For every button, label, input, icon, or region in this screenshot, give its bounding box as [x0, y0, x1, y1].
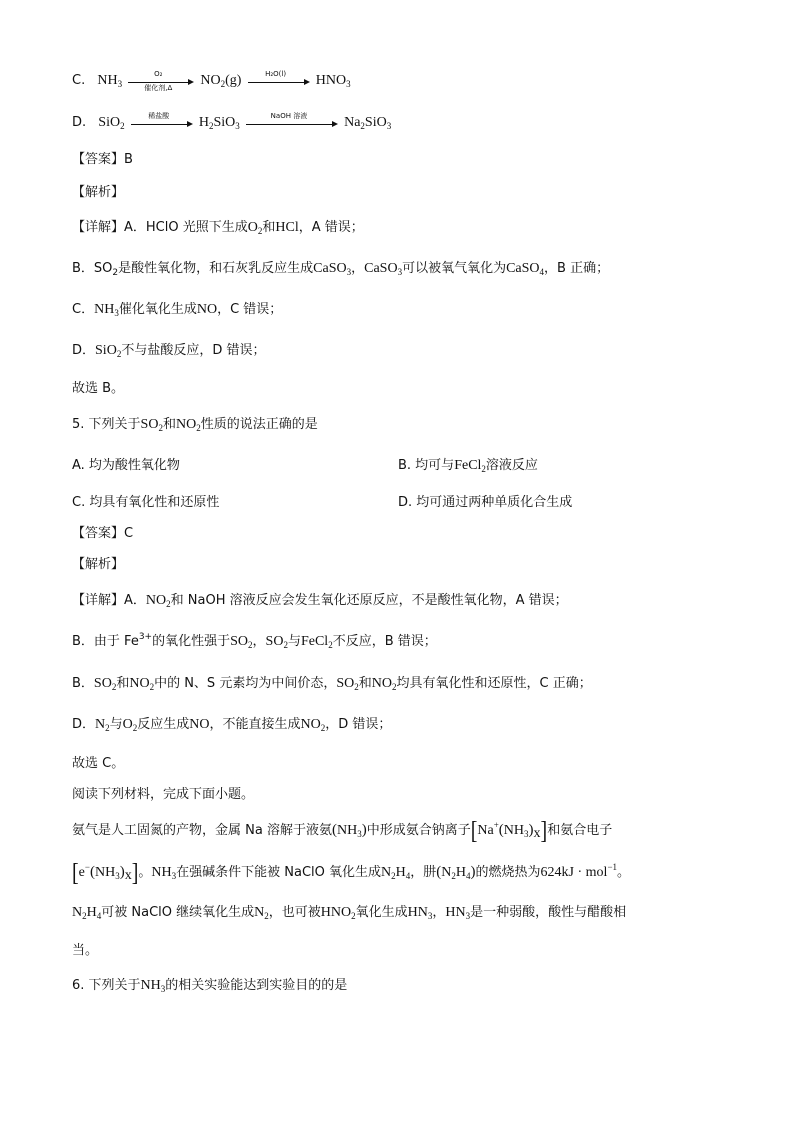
formula-reactant: $NH_3$: [97, 73, 123, 89]
option-c-reaction: [72, 71, 734, 91]
detail-line-c: C．$NH_3$催化氧化生成NO，C 错误；: [72, 302, 283, 318]
detail-line-c: B．$SO_2$和$NO_2$中的 N、S 元素均为中间价态，$SO_2$和$NO_2$均具有氧化性和还原性，C 正确；: [72, 676, 592, 692]
reaction-arrow-1: [128, 69, 194, 92]
reading-intro: 阅读下列材料，完成下面小题。: [72, 787, 255, 802]
answer-tag: 【答案】C: [72, 526, 134, 541]
question-5-options-row-2: [72, 493, 734, 513]
option-label: D.: [72, 115, 87, 130]
arrow-condition-below: 催化剂,Δ: [144, 83, 173, 92]
analysis-tag: 【解析】: [72, 557, 125, 572]
option-a[interactable]: A. 均为酸性氧化物: [72, 458, 180, 473]
question-5-stem: 5. 下列关于$SO_2$和$NO_2$性质的说法正确的是: [72, 417, 318, 433]
arrow-condition-above: H₂O(l): [265, 69, 287, 78]
detail-line-b: B．$SO_2$是酸性氧化物，和石灰乳反应生成CaSO$_3$，CaSO$_3$可以被氧气氧化为CaSO$_4$，B 正确；: [72, 261, 610, 278]
detail-line-a: 【详解】A．HClO 光照下生成$O_2$和HCl，A 错误；: [72, 220, 364, 236]
option-c[interactable]: C. 均具有氧化性和还原性: [72, 495, 220, 510]
arrow-condition-above: O₂: [154, 69, 163, 78]
formula-product-1: $H_2SiO_3$: [198, 115, 240, 131]
reading-paragraph-line-4: 当。: [72, 943, 99, 958]
reading-paragraph-line-2: $[e^-(NH_3)_x]$。$NH_3$在强碱条件下能被 NaClO 氧化生成$N_2H_4$，肼$(N_2H_4)$的燃烧热为624kJ · mol$^{-1}$。: [72, 858, 631, 887]
detail-line-d: D．SiO$_2$不与盐酸反应，D 错误；: [72, 343, 266, 359]
detail-line-d: D．$N_2$与$O_2$反应生成NO，不能直接生成$NO_2$，D 错误；: [72, 717, 392, 733]
analysis-tag: 【解析】: [72, 185, 125, 200]
reaction-arrow-2: [246, 111, 338, 130]
arrow-condition-above: NaOH 溶液: [270, 111, 308, 120]
reaction-arrow-2: [248, 69, 310, 88]
option-d-reaction: [72, 113, 734, 133]
arrow-condition-above: 稀盐酸: [148, 111, 170, 120]
formula-product-2: $HNO_3$: [315, 73, 351, 89]
formula-product-1: $NO_2(g)$: [200, 73, 242, 89]
option-d[interactable]: D. 均可通过两种单质化合生成: [398, 495, 573, 510]
formula-product-2: $Na_2SiO_3$: [344, 115, 392, 131]
formula-reactant: SiO$_2$: [98, 115, 125, 131]
option-label: C.: [72, 73, 86, 88]
question-6-stem: 6. 下列关于$NH_3$的相关实验能达到实验目的的是: [72, 978, 348, 994]
conclusion: 故选 B。: [72, 381, 125, 396]
detail-line-a: 【详解】A．$NO_2$和 NaOH 溶液反应会发生氧化还原反应，不是酸性氧化物，A 错误；: [72, 593, 568, 609]
conclusion: 故选 C。: [72, 756, 125, 771]
reading-paragraph-line-1: 氨气是人工固氮的产物，金属 Na 溶解于液氨$(NH_3)$中形成氨合钠离子$[Na^+(NH_3)_x]$和氨合电子: [72, 816, 613, 845]
reaction-arrow-1: [131, 111, 193, 130]
question-5-options-row-1: [72, 456, 734, 476]
detail-line-b: B．由于 $Fe^{3+}$的氧化性强于$SO_2$，$SO_2$与FeCl$_2$不反应，B 错误；: [72, 632, 437, 650]
option-b[interactable]: B. 均可与FeCl$_2$溶液反应: [398, 458, 538, 474]
answer-tag: 【答案】B: [72, 152, 133, 167]
reading-paragraph-line-3: $N_2H_4$可被 NaClO 继续氧化生成$N_2$，也可被$HNO_2$氧化生成$HN_3$，$HN_3$是一种弱酸，酸性与醋酸相: [72, 905, 627, 921]
